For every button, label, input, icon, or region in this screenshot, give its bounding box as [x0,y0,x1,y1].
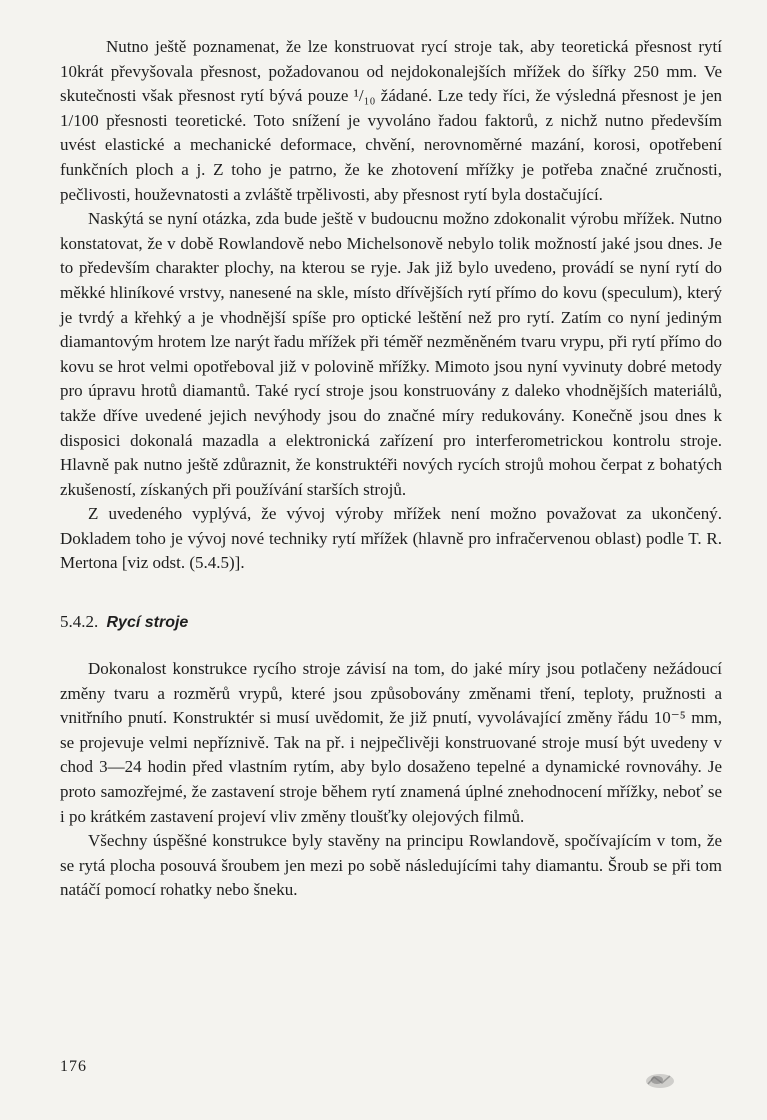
paragraph-ruling-precision: Nutno ještě poznamenat, že lze konstruovat rycí stroje tak, aby teoretická přesnost rytí 10krát převyšovala přesnost, požadovanou od nejdokonalejších mřížek do šířky 250 mm. Ve skutečnosti však přesnost rytí bývá pouze ¹/₁₀ žádané. Lze tedy říci, že výsledná přesnost je jen 1/100 přesnosti teoretické. Toto snížení je vyvoláno řadou faktorů, z nichž nutno především uvést elastické a mechanické deformace, chvění, nerovnoměrné mazání, korosi, opotřebení funkčních ploch a j. Z toho je patrno, že ke zhotovení mřížky je potřeba značné zručnosti, pečlivosti, houževnatosti a zvláště trpělivosti, aby přesnost rytí byla dostačující. [60,37,722,204]
page-text [60,35,722,903]
section-title: Rycí stroje [106,614,189,632]
page-number: 176 [60,1058,87,1075]
paragraph-improvement-question: Naskýtá se nyní otázka, zda bude ještě v budoucnu možno zdokonalit výrobu mřížek. Nutno konstatovat, že v době Rowlandově nebo Michelsonově nebylo tolik možností jaké jsou dnes. Je to především charakter plochy, na kterou se ryje. Jak již bylo uvedeno, provádí se nyní rytí do měkké hliníkové vrstvy, nanesené na skle, místo dřívějších rytí přímo do kovu (speculum), který je tvrdý a křehký a je vhodnější spíše pro optické leštění než pro rytí. Zatím co nyní jediným diamantovým hrotem lze narýt řadu mřížek při téměř nezměněném tvaru vrypu, při rytí přímo do kovu se hrot velmi opotřeboval již v polovině mřížky. Mimoto jsou nyní vyvinuty dobré metody pro úpravu hrotů diamantů. Také rycí stroje jsou konstruovány z daleko vhodnějších materiálů, takže dříve uvedené jejich nevýhody jsou do značné míry redukovány. Konečně jsou dnes k disposici dokonalá mazadla a elektronická zařízení pro interferometrickou kontrolu stroje. Hlavně pak nutno ještě zdůraznit, že konstruktéři nových rycích strojů mohou čerpat z bohatých zkušeností, získaných při používání starších strojů. [60,209,722,499]
section-number: 5.4.2. [60,612,99,632]
paragraph-conclusion: Z uvedeného vyplývá, že vývoj výroby mřížek není možno považovat za ukončený. Dokladem toho je vývoj nové techniky rytí mřížek (hlavně pro infračervenou oblast) podle T. R. Mertona [viz odst. (5.4.5)]. [60,504,722,573]
stamp-mark-icon [640,1068,680,1094]
section-heading [60,610,722,635]
paragraph-rowland-principle: Všechny úspěšné konstrukce byly stavěny na principu Rowlandově, spočívajícím v tom, že se rytá plocha posouvá šroubem jen mezi po sobě následujícími tahy diamantu. Šroub se při tom natáčí pomocí rohatky nebo šneku. [60,831,722,900]
paragraph-machine-design: Dokonalost konstrukce rycího stroje závisí na tom, do jaké míry jsou potlačeny nežádoucí změny tvaru a rozměrů vrypů, které jsou způsobovány změnami tření, teploty, pružnosti a vnitřního pnutí. Konstruktér si musí uvědomit, že již pnutí, vyvolávající změny řádu 10⁻⁵ mm, se projevuje velmi nepříznivě. Tak na př. i nejpečlivěji konstruované stroje musí být uvedeny v chod 3—24 hodin před vlastním rytím, aby bylo dosaženo tepelné a dynamické rovnováhy. Je proto samozřejmé, že zastavení stroje během rytí znamená úplné znehodnocení mřížky, neboť se i po krátkém zastavení projeví vliv změny tloušťky olejových filmů. [60,659,722,826]
